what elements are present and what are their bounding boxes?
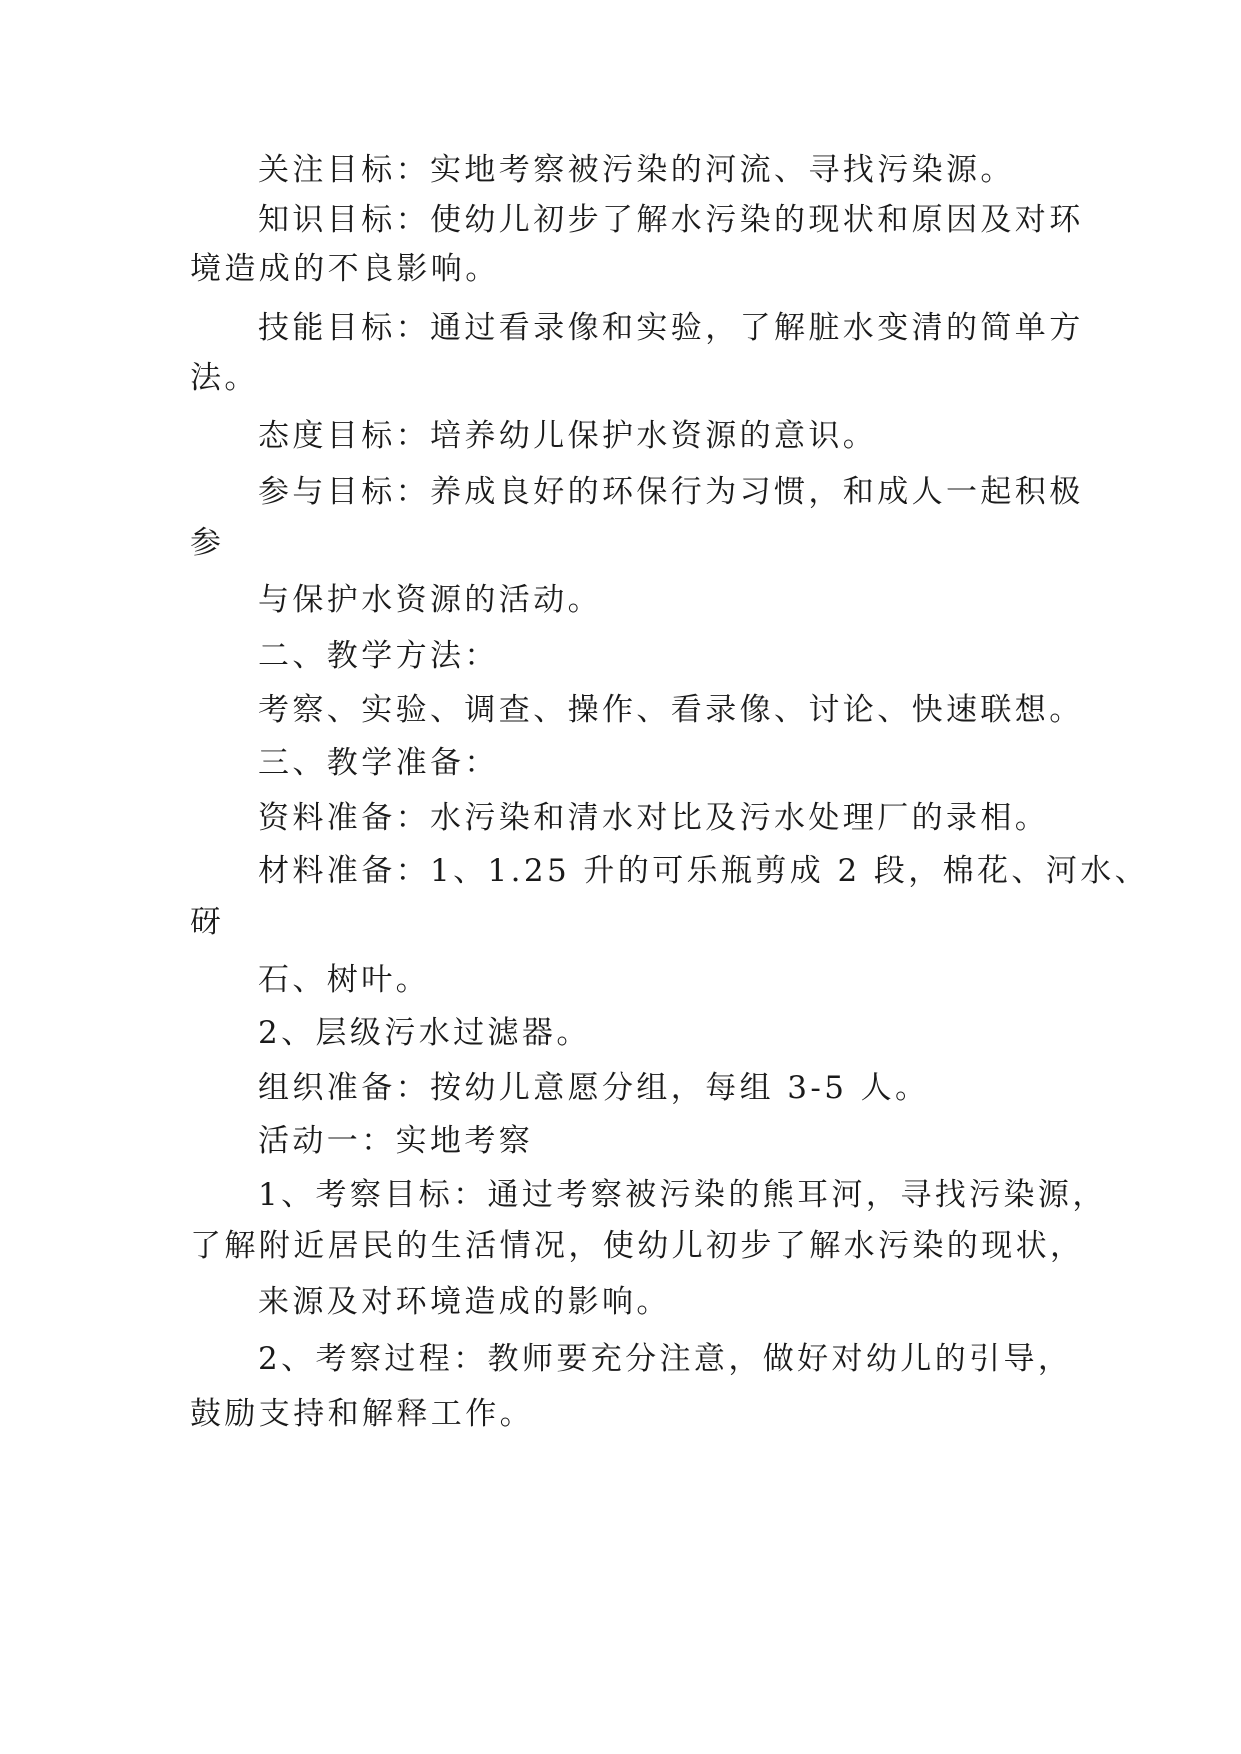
- text-line: 1、考察目标：通过考察被污染的熊耳河，寻找污染源，: [258, 1177, 1107, 1213]
- text-line: 关注目标：实地考察被污染的河流、寻找污染源。: [258, 152, 1015, 188]
- text-line: 材料准备：1、1.25 升的可乐瓶剪成 2 段，棉花、河水、: [258, 853, 1150, 889]
- text-line: 鼓励支持和解释工作。: [190, 1396, 534, 1432]
- text-line: 2、层级污水过滤器。: [258, 1015, 591, 1051]
- text-line: 组织准备：按幼儿意愿分组，每组 3-5 人。: [258, 1070, 930, 1106]
- text-line: 与保护水资源的活动。: [258, 582, 602, 618]
- text-line: 砑: [190, 904, 225, 940]
- text-line: 2、考察过程：教师要充分注意，做好对幼儿的引导，: [258, 1341, 1073, 1377]
- text-line: 境造成的不良影响。: [190, 251, 500, 287]
- text-line: 石、树叶。: [258, 962, 430, 998]
- text-line: 参: [190, 525, 225, 561]
- text-line: 技能目标：通过看录像和实验，了解脏水变清的简单方: [258, 310, 1084, 346]
- text-line: 知识目标：使幼儿初步了解水污染的现状和原因及对环: [258, 202, 1084, 238]
- text-line: 来源及对环境造成的影响。: [258, 1284, 671, 1320]
- section-heading: 活动一：实地考察: [258, 1123, 534, 1159]
- text-line: 参与目标：养成良好的环保行为习惯，和成人一起积极: [258, 474, 1084, 510]
- text-line: 了解附近居民的生活情况，使幼儿初步了解水污染的现状，: [190, 1228, 1085, 1264]
- text-line: 考察、实验、调查、操作、看录像、讨论、快速联想。: [258, 692, 1084, 728]
- section-heading: 二、教学方法：: [258, 638, 499, 674]
- section-heading: 三、教学准备：: [258, 745, 499, 781]
- text-line: 法。: [190, 360, 259, 396]
- text-line: 资料准备：水污染和清水对比及污水处理厂的录相。: [258, 800, 1050, 836]
- text-line: 态度目标：培养幼儿保护水资源的意识。: [258, 418, 878, 454]
